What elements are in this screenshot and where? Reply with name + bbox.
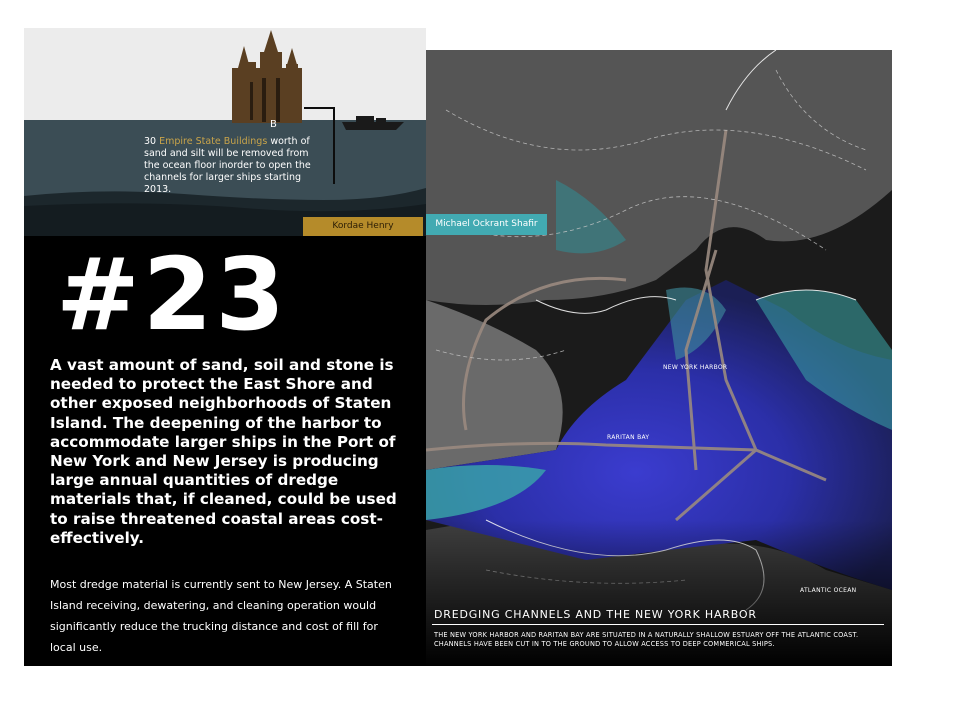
harbor-map-graphic: [426, 50, 892, 666]
caption-rest: worth of sand and silt will be removed from the ocean floor inorder to open the channels for larger ships starting 2013.: [144, 136, 311, 195]
map-title: DREDGING CHANNELS AND THE NEW YORK HARBOR: [434, 608, 757, 621]
building-marker: B: [270, 119, 277, 130]
map-label-harbor: NEW YORK HARBOR: [663, 364, 728, 371]
harbor-map: [426, 50, 892, 666]
map-title-divider: [432, 624, 884, 625]
dredge-illustration: [24, 28, 426, 236]
author-credit-1: Kordae Henry: [303, 217, 423, 236]
author-credit-2: Michael Ockrant Shafir: [426, 214, 547, 235]
map-label-ocean: ATLANTIC OCEAN: [800, 587, 857, 594]
dredge-illustration-graphic: [24, 28, 426, 236]
caption-count: 30: [144, 136, 157, 147]
lede-paragraph: A vast amount of sand, soil and stone is needed to protect the East Shore and other exposed neighborhoods of Staten Island. The deepening of the harbor to accommodate larger ships in the Port of New York and New Jersey is producing large annual quantities of dredge materials that, if cleaned, could be used to raise threatened coastal areas cost-effectively.: [50, 356, 397, 547]
body-paragraph: Most dredge material is currently sent to New Jersey. A Staten Island receiving, dewatering, and cleaning operation would significantly reduce the trucking distance and cost of fill for local use.: [50, 578, 392, 654]
map-label-bay: RARITAN BAY: [607, 434, 650, 441]
caption-highlight: Empire State Buildings: [159, 136, 268, 147]
illustration-caption: [144, 136, 322, 196]
map-description: THE NEW YORK HARBOR AND RARITAN BAY ARE SITUATED IN A NATURALLY SHALLOW ESTUARY OFF THE ATLANTIC COAST. CHANNELS HAVE BEEN CUT IN TO THE GROUND TO ALLOW ACCESS TO DEEP COMMERICAL SHIPS.: [434, 631, 859, 648]
headline-number: #23: [56, 236, 288, 353]
